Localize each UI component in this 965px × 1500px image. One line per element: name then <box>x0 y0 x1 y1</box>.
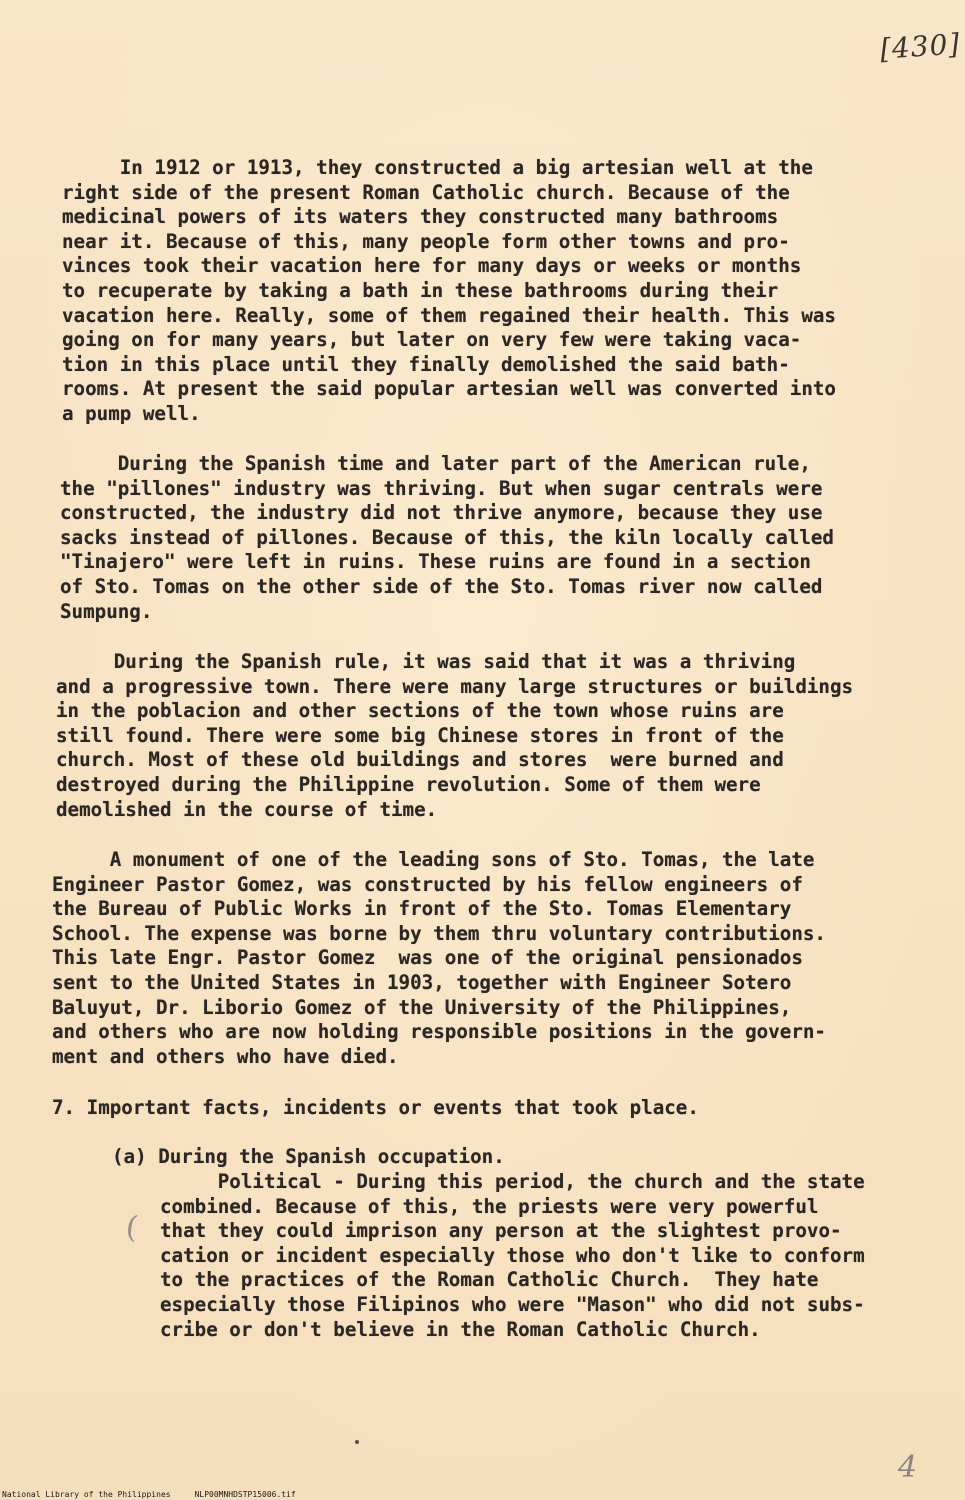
paragraph-political: Political - During this period, the church and the state combined. Because of this, the priests were very powerful that they could imprison any person at the slightest provo- cation or incident especially those who don't like to conform to the practices of the Roman Catholic Church. They hate especially those Filipinos who were "Mason" who did not subs- cribe or don't believe in the Roman Catholic Church. <box>160 1170 865 1341</box>
subsection-a-heading: (a) During the Spanish occupation. <box>112 1145 505 1168</box>
paragraph-pillones-industry: During the Spanish time and later part of the American rule, the "pillones" industry was thriving. But when sugar centrals were constructed, the industry did not thrive anymore, because they use sacks instead of pillones. Because of this, the kiln locally called "Tinajero" were left in ruins. These ruins are found in a section of Sto. Tomas on the other side of the Sto. Tomas river now called Sumpung. <box>60 452 834 623</box>
paragraph-artesian-well: In 1912 or 1913, they constructed a big artesian well at the right side of the present Roman Catholic church. Because of the medicinal powers of its waters they constructed many bathrooms near it. Because of this, many people form other towns and pro- vinces took their vacation here for many days or weeks or months to recuperate by taking a bath in these bathrooms during their vacation here. Really, some of them regained their health. This was going on for many years, but later on very few were taking vaca- tion in this place until they finally demolished the said bath- rooms. At present the said popular artesian well was converted into a pump well. <box>62 156 836 425</box>
section-7-heading: 7. Important facts, incidents or events that took place. <box>52 1096 699 1119</box>
paragraph-spanish-rule: During the Spanish rule, it was said that it was a thriving and a progressive town. There were many large structures or buildings in the poblacion and other sections of the town whose ruins are still found. There were some big Chinese stores in front of the church. Most of these old buildings and stores were burned and destroyed during the Philippine revolution. Some of them were demolished in the course of time. <box>56 650 854 821</box>
scan-footer <box>2 1490 320 1499</box>
footer-filename: NLP00MNHDSTP15006.tif <box>194 1490 296 1499</box>
paragraph-monument: A monument of one of the leading sons of Sto. Tomas, the late Engineer Pastor Gomez, was constructed by his fellow engineers of the Bureau of Public Works in front of the Sto. Tomas Elementary School. The expense was borne by them thru voluntary contributions. This late Engr. Pastor Gomez was one of the original pensionados sent to the United States in 1903, together with Engineer Sotero Baluyut, Dr. Liborio Gomez of the University of the Philippines, and others who are now holding responsible positions in the govern- ment and others who have died. <box>52 848 826 1068</box>
footer-library: National Library of the Philippines <box>2 1490 171 1499</box>
handwritten-corner-mark: 4 <box>898 1450 918 1485</box>
ink-dot <box>355 1440 359 1444</box>
page-number: [430] <box>878 27 962 66</box>
margin-pencil-mark: ( <box>123 1209 141 1246</box>
